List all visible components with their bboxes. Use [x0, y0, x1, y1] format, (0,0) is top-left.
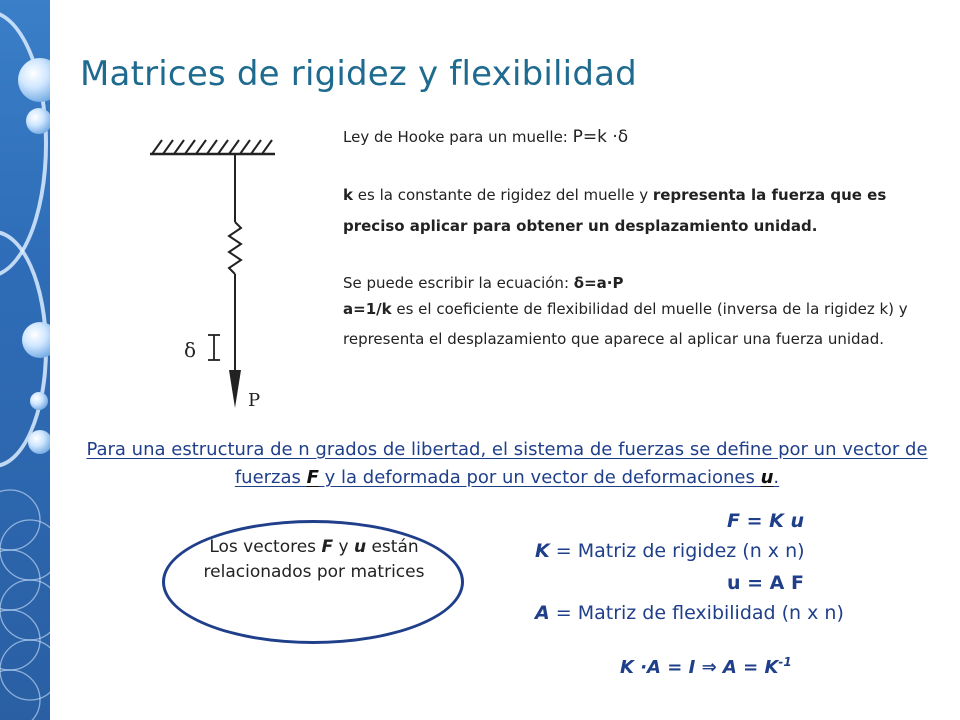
flexibility-description	[343, 294, 923, 354]
a-definition: a=1/k	[343, 300, 392, 318]
hooke-equation: P=k ·δ	[572, 127, 629, 147]
equation-u-af: u = A F	[727, 572, 804, 594]
para-u: u	[760, 467, 774, 488]
identity-prefix: K ·A = I	[620, 657, 702, 678]
eq2-intro: Se puede escribir la ecuación:	[343, 274, 574, 292]
decorative-bubble	[22, 322, 50, 358]
eq2-equation: δ=a·P	[573, 274, 624, 292]
para-part2: y la deformada por un vector de deformaciones	[318, 467, 761, 488]
decorative-bubble	[28, 430, 50, 454]
spring-diagram	[140, 130, 280, 420]
ellipse-u: u	[353, 537, 367, 557]
decorative-flower-pattern	[0, 480, 50, 720]
force-arrow	[229, 370, 241, 408]
ellipse-part1: Los vectores	[209, 537, 322, 557]
para-part3: .	[773, 467, 780, 488]
k-desc-part2: representa la fuerza que es preciso aplicar para obtener un desplazamiento unidad.	[343, 186, 887, 235]
k-matrix-text: = Matriz de rigidez (n x n)	[549, 540, 805, 562]
decorative-bubble	[30, 392, 48, 410]
k-matrix-symbol: K	[535, 540, 550, 562]
inverse-exponent: -1	[778, 655, 792, 669]
k-desc-part1: es la constante de rigidez del muelle y	[352, 186, 653, 204]
k-symbol: k	[343, 186, 353, 204]
hooke-intro: Ley de Hooke para un muelle:	[343, 128, 573, 146]
stiffness-description	[343, 180, 923, 242]
structure-paragraph	[68, 436, 946, 492]
slide-title: Matrices de rigidez y flexibilidad	[80, 54, 637, 94]
equation-f-ku: F = K u	[727, 510, 804, 532]
force-label: P	[248, 390, 261, 411]
a-desc-rest: es el coeficiente de flexibilidad del muelle (inversa de la rigidez k) y representa el desplazamiento que aparece al aplicar una fuerza unidad.	[343, 300, 908, 348]
a-matrix-definition	[535, 602, 844, 624]
para-F: F	[306, 467, 319, 488]
hooke-law-line	[343, 122, 628, 152]
ellipse-part2: están relacionados por matrices	[203, 537, 425, 582]
identity-suffix: A = K	[716, 657, 779, 678]
a-matrix-symbol: A	[535, 602, 550, 624]
ellipse-mid: y	[333, 537, 354, 557]
decorative-side-strip	[0, 0, 50, 720]
a-matrix-text: = Matriz de flexibilidad (n x n)	[549, 602, 844, 624]
delta-label: δ	[184, 338, 197, 362]
spring-coil	[229, 222, 241, 274]
support-hatching	[152, 140, 272, 154]
para-part1: Para una estructura de n grados de libertad, el sistema de fuerzas se define por un vector de fuerzas	[86, 439, 928, 488]
inverse-relation	[620, 655, 792, 678]
implies-icon: ⇒	[701, 657, 717, 678]
ellipse-F: F	[321, 537, 334, 557]
k-matrix-definition	[535, 540, 805, 562]
displacement-marker	[208, 335, 220, 360]
callout-text	[180, 535, 448, 585]
decorative-bubble	[26, 108, 50, 134]
